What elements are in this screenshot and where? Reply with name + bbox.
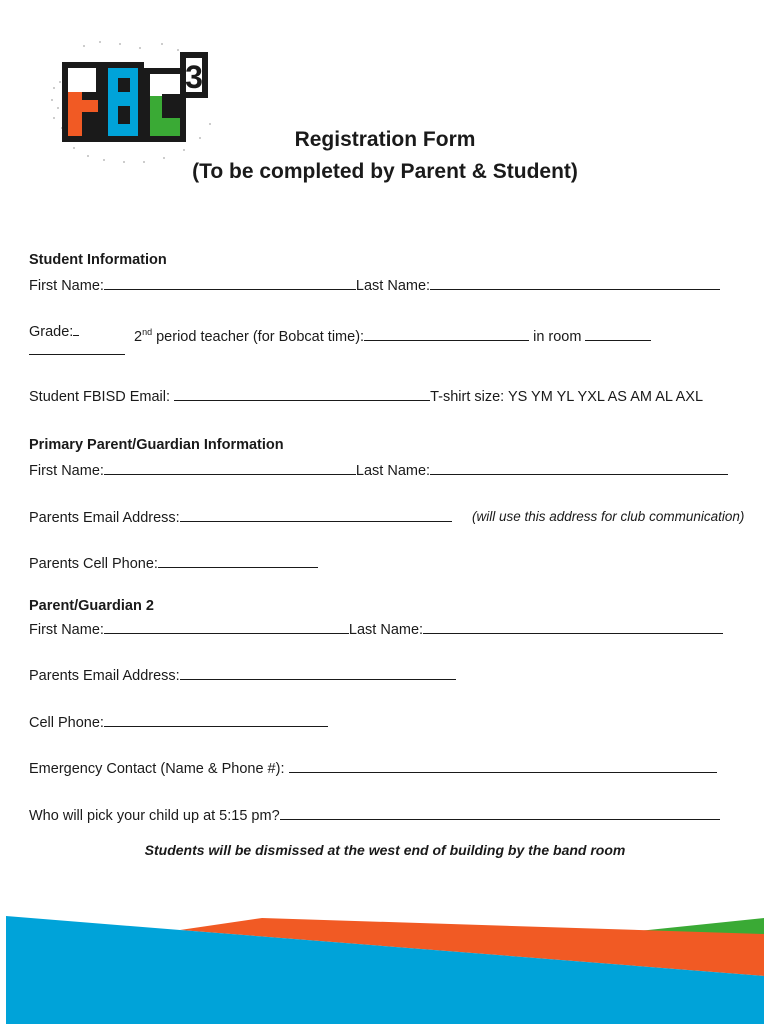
logo-superscript: 3 bbox=[185, 59, 203, 95]
room-field[interactable] bbox=[585, 327, 651, 341]
emergency-contact-label: Emergency Contact (Name & Phone #): bbox=[29, 761, 289, 777]
dismissal-note: Students will be dismissed at the west end of building by the band room bbox=[144, 842, 626, 858]
parent2-cell-row bbox=[29, 713, 328, 731]
footer-wave-decoration bbox=[0, 914, 770, 1024]
student-email-label: Student FBISD Email: bbox=[29, 389, 175, 405]
form-title: Registration Form bbox=[294, 128, 476, 151]
student-first-name-field[interactable] bbox=[104, 276, 356, 290]
teacher-ordinal-sup: nd bbox=[142, 327, 153, 338]
teacher-row bbox=[134, 327, 651, 345]
parent-cell-label: Parents Cell Phone: bbox=[29, 556, 158, 572]
parent-last-name-label: Last Name: bbox=[355, 463, 431, 479]
grade-label-text: Grade: bbox=[29, 324, 74, 340]
student-grade-label bbox=[29, 322, 79, 340]
grade-field-line[interactable] bbox=[29, 341, 125, 355]
parent2-last-name-field[interactable] bbox=[423, 620, 723, 634]
grade-field[interactable] bbox=[29, 341, 125, 358]
parent2-name-row bbox=[29, 620, 723, 638]
parent-email-note: (will use this address for club communication) bbox=[472, 509, 745, 524]
emergency-contact-field[interactable] bbox=[289, 759, 717, 773]
teacher-field[interactable] bbox=[364, 327, 529, 341]
emergency-row bbox=[29, 759, 717, 777]
tshirt-size-label: T-shirt size: YS YM YL YXL AS AM AL AXL bbox=[430, 389, 704, 405]
student-first-name-label: First Name: bbox=[29, 278, 104, 294]
parent-last-name-field[interactable] bbox=[430, 461, 728, 475]
parent2-email-row bbox=[29, 666, 456, 684]
parent-email-row bbox=[29, 508, 452, 526]
parent2-email-field[interactable] bbox=[180, 666, 456, 680]
student-name-row bbox=[29, 276, 720, 294]
primary-parent-name-row bbox=[29, 461, 728, 479]
parent-first-name-label: First Name: bbox=[29, 463, 104, 479]
room-label: in room bbox=[529, 329, 586, 345]
teacher-label: period teacher (for Bobcat time): bbox=[152, 329, 365, 345]
pickup-field[interactable] bbox=[280, 806, 720, 820]
student-email-field[interactable] bbox=[174, 387, 430, 401]
student-last-name-label: Last Name: bbox=[355, 278, 431, 294]
pickup-label: Who will pick your child up at 5:15 pm? bbox=[29, 808, 280, 824]
parent2-first-name-label: First Name: bbox=[29, 622, 104, 638]
parent2-heading: Parent/Guardian 2 bbox=[29, 598, 154, 614]
parent2-cell-label: Cell Phone: bbox=[29, 715, 104, 731]
parent2-last-name-label: Last Name: bbox=[348, 622, 424, 638]
parent-first-name-field[interactable] bbox=[104, 461, 356, 475]
grade-field-start[interactable] bbox=[73, 322, 79, 336]
parent-cell-field[interactable] bbox=[158, 554, 318, 568]
parent-cell-row bbox=[29, 554, 318, 572]
parent2-cell-field[interactable] bbox=[104, 713, 328, 727]
student-last-name-field[interactable] bbox=[430, 276, 720, 290]
parent2-email-label: Parents Email Address: bbox=[29, 668, 180, 684]
form-subtitle: (To be completed by Parent & Student) bbox=[192, 160, 578, 183]
teacher-ordinal: 2 bbox=[134, 329, 143, 345]
parent-email-label: Parents Email Address: bbox=[29, 510, 180, 526]
parent2-first-name-field[interactable] bbox=[104, 620, 349, 634]
student-email-row bbox=[29, 387, 703, 405]
pickup-row bbox=[29, 806, 720, 824]
parent-email-field[interactable] bbox=[180, 508, 452, 522]
primary-parent-heading: Primary Parent/Guardian Information bbox=[29, 437, 284, 453]
student-info-heading: Student Information bbox=[29, 252, 167, 268]
